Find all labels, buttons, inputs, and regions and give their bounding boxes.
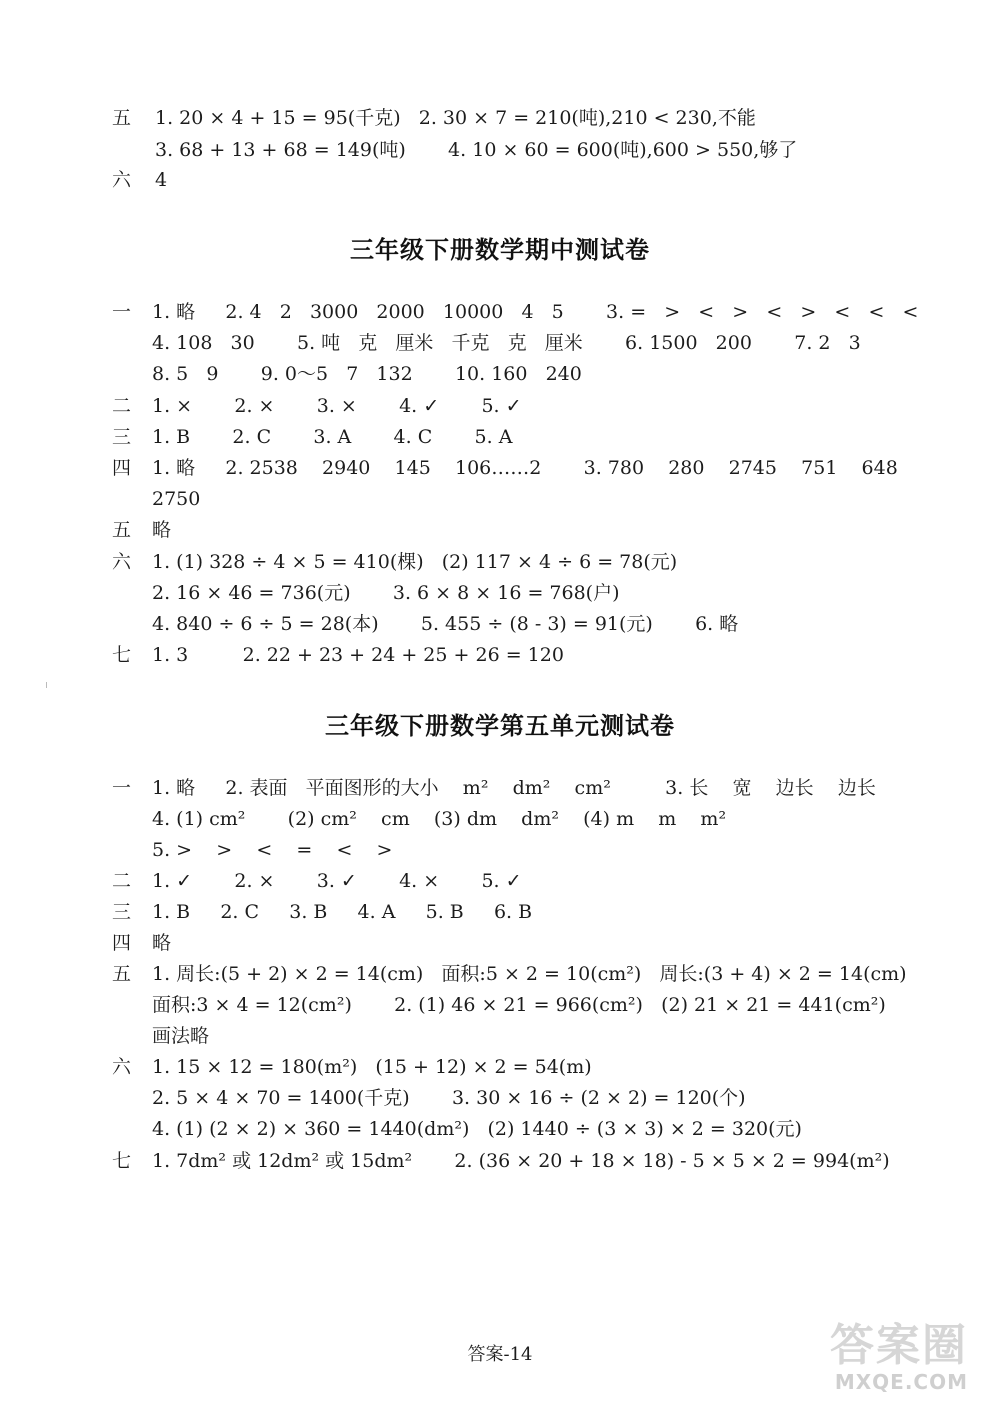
answer-line: 4. (1) (2 × 2) × 360 = 1440(dm²) (2) 1440 ÷ (3 × 3) × 2 = 320(元) [152,1118,802,1140]
answer-line: 1. 7dm² 或 12dm² 或 15dm² 2. (36 × 20 + 18 × 18) - 5 × 5 × 2 = 994(m²) [152,1150,890,1172]
row-label: 七 [112,644,132,666]
answer-line: 1. 周长:(5 + 2) × 2 = 14(cm) 面积:5 × 2 = 10(cm²) 周长:(3 + 4) × 2 = 14(cm) [152,963,907,985]
answer-line: 1. B 2. C 3. B 4. A 5. B 6. B [152,901,533,923]
answer-line: 画法略 [152,1025,210,1047]
answer-line: 1. 略 2. 4 2 3000 2000 10000 4 5 3. = > < > < > < < < [152,301,919,323]
row-label: 三 [112,901,132,923]
answer-line: 1. 略 2. 2538 2940 145 106……2 3. 780 280 2745 751 648 [152,457,898,479]
row-label: 一 [112,301,132,323]
row-label: 六 [112,169,132,191]
answer-line: 8. 5 9 9. 0～5 7 132 10. 160 240 [152,363,582,385]
answer-line: 2750 [152,488,201,510]
answer-line: 4. 840 ÷ 6 ÷ 5 = 28(本) 5. 455 ÷ (8 - 3) = 91(元) 6. 略 [152,613,739,635]
answer-line: 3. 68 + 13 + 68 = 149(吨) 4. 10 × 60 = 600(吨),600 > 550,够了 [155,139,798,161]
answer-line: 4. (1) cm² (2) cm² cm (3) dm dm² (4) m m m² [152,808,727,830]
answer-line: 面积:3 × 4 = 12(cm²) 2. (1) 46 × 21 = 966(cm²) (2) 21 × 21 = 441(cm²) [152,994,886,1016]
section-title-unit5: 三年级下册数学第五单元测试卷 [325,712,675,740]
answer-line: 1. 略 2. 表面 平面图形的大小 m² dm² cm² 3. 长 宽 边长 边长 [152,777,876,799]
answer-line: 1. 3 2. 22 + 23 + 24 + 25 + 26 = 120 [152,644,564,666]
row-label: 六 [112,551,132,573]
watermark-logo: 答案圈 [830,1320,968,1371]
margin-mark [46,682,47,688]
answer-line: 1. × 2. × 3. × 4. ✓ 5. ✓ [152,395,522,417]
row-label: 三 [112,426,132,448]
answer-line: 4. 108 30 5. 吨 克 厘米 千克 克 厘米 6. 1500 200 7. 2 3 [152,332,861,354]
answer-line: 略 [152,519,172,541]
row-label: 二 [112,870,132,892]
row-label: 五 [112,519,132,541]
answer-line: 4 [155,169,168,191]
answer-line: 1. 15 × 12 = 180(m²) (15 + 12) × 2 = 54(m) [152,1056,592,1078]
answer-line: 1. ✓ 2. × 3. ✓ 4. × 5. ✓ [152,870,522,892]
answer-line: 2. 5 × 4 × 70 = 1400(千克) 3. 30 × 16 ÷ (2 × 2) = 120(个) [152,1087,746,1109]
row-label: 四 [112,932,132,954]
watermark-url: MXQE.COM [834,1370,968,1394]
section-title-midterm: 三年级下册数学期中测试卷 [350,236,650,264]
site-watermark [816,1322,968,1402]
answer-line: 1. (1) 328 ÷ 4 × 5 = 410(棵) (2) 117 × 4 ÷ 6 = 78(元) [152,551,678,573]
row-label: 五 [112,963,132,985]
answer-line: 5. > > < = < > [152,839,393,861]
answer-line: 略 [152,932,172,954]
row-label: 七 [112,1150,132,1172]
row-label: 六 [112,1056,132,1078]
row-label: 二 [112,395,132,417]
answer-line: 1. 20 × 4 + 15 = 95(千克) 2. 30 × 7 = 210(吨),210 < 230,不能 [155,107,756,129]
row-label: 四 [112,457,132,479]
row-label: 五 [112,107,132,129]
page-number: 答案-14 [467,1344,533,1365]
row-label: 一 [112,777,132,799]
answer-line: 2. 16 × 46 = 736(元) 3. 6 × 8 × 16 = 768(户) [152,582,620,604]
answer-line: 1. B 2. C 3. A 4. C 5. A [152,426,513,448]
